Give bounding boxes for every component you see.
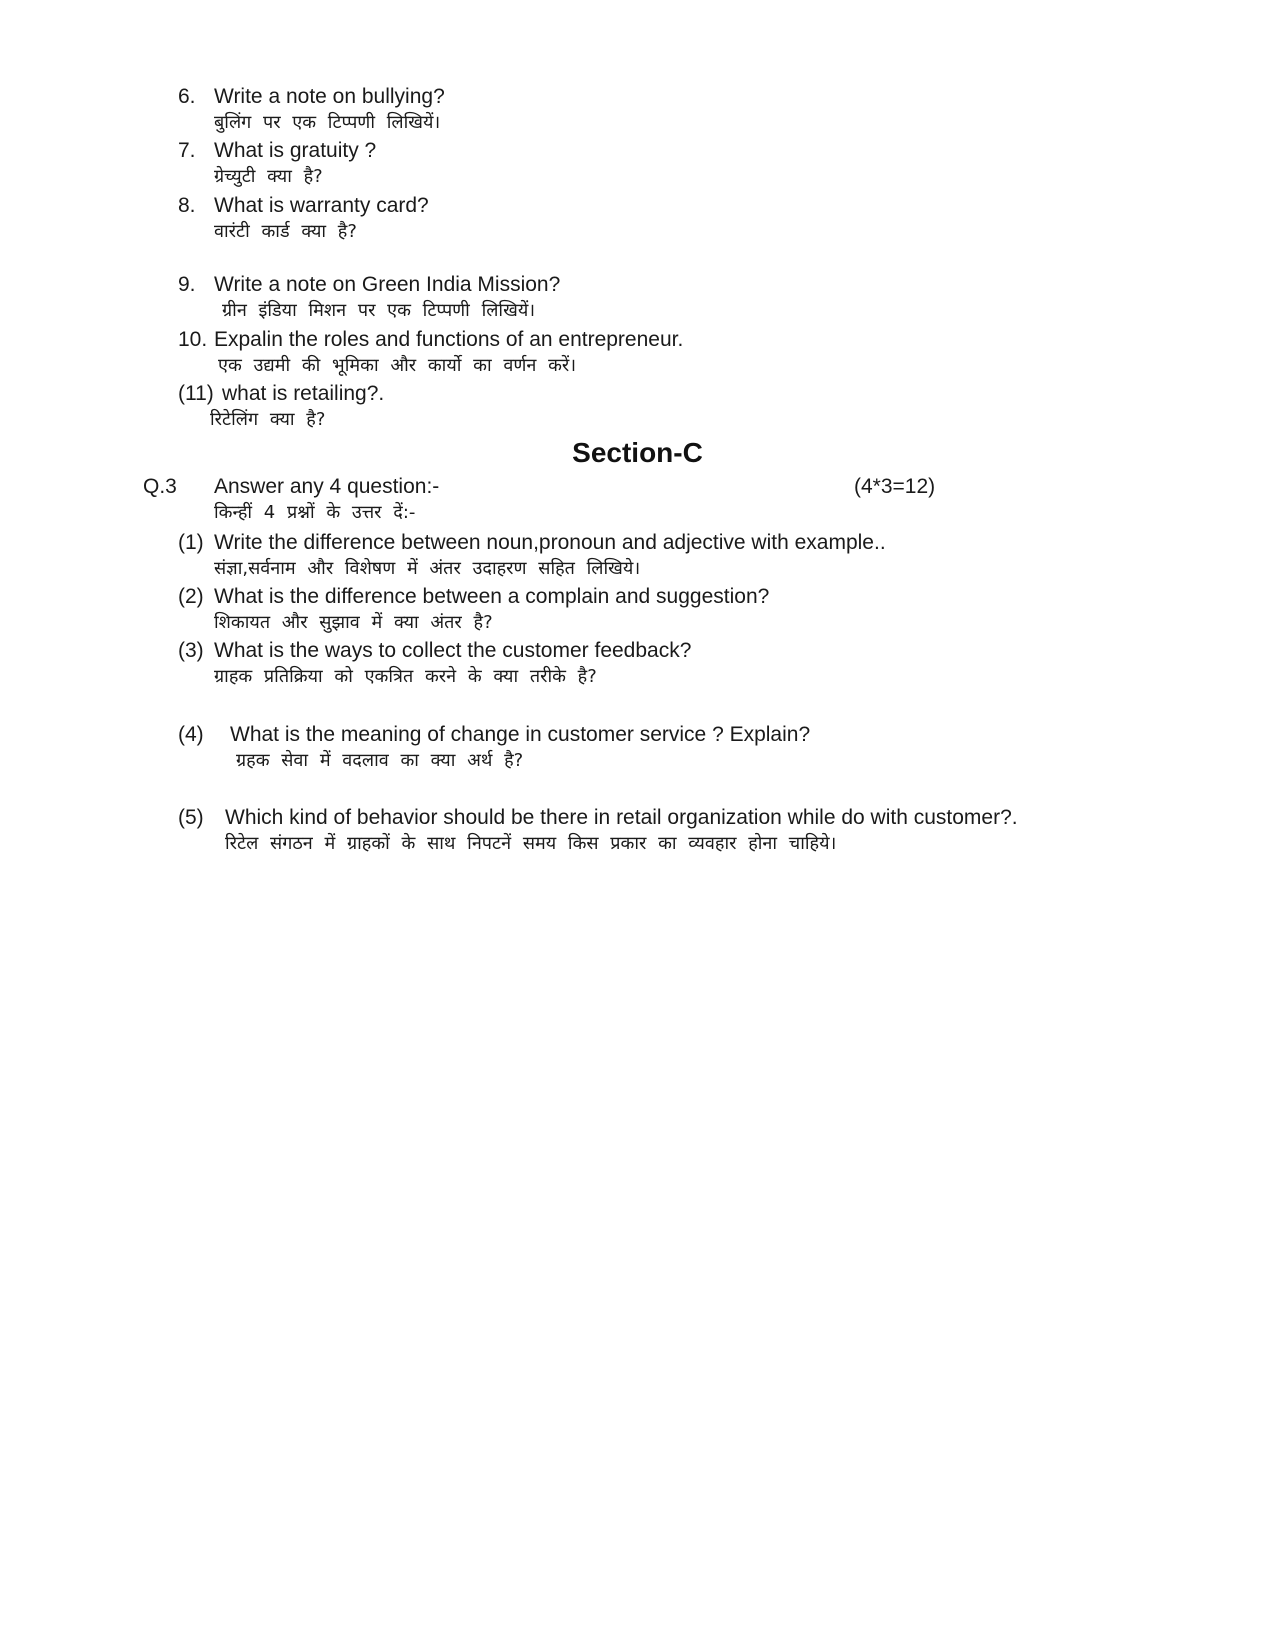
- question-text-en: What is the ways to collect the customer feedback?: [214, 639, 692, 662]
- question-number: (4): [178, 723, 204, 746]
- question-number: 8.: [178, 194, 196, 217]
- question-text-hi: शिकायत और सुझाव में क्या अंतर है?: [214, 612, 493, 633]
- question-number: 10.: [178, 328, 208, 351]
- question-text-hi: ग्राहक प्रतिक्रिया को एकत्रित करने के क्या तरीके है?: [214, 666, 597, 687]
- question-text-en: What is the meaning of change in customer service ? Explain?: [230, 723, 811, 746]
- question-text-en: Write a note on bullying?: [214, 85, 445, 108]
- question-text-hi: संज्ञा,सर्वनाम और विशेषण में अंतर उदाहरण सहित लिखिये।: [214, 558, 641, 579]
- question-text-hi: ग्रेच्युटी क्या है?: [214, 166, 323, 187]
- question-text-en: Expalin the roles and functions of an entrepreneur.: [214, 328, 684, 351]
- question-number: 7.: [178, 139, 196, 162]
- question-text-hi: बुलिंग पर एक टिप्पणी लिखियें।: [214, 112, 441, 133]
- question-number: (2): [178, 585, 204, 608]
- question-text-en: Which kind of behavior should be there in retail organization while do with customer?.: [225, 806, 1018, 829]
- question-text-hi: वारंटी कार्ड क्या है?: [214, 221, 357, 242]
- question-text-en: Write a note on Green India Mission?: [214, 273, 561, 296]
- question-text-hi: ग्रीन इंडिया मिशन पर एक टिप्पणी लिखियें।: [222, 300, 536, 321]
- question-number: 6.: [178, 85, 196, 108]
- question-text-hi: एक उद्यमी की भूमिका और कार्यो का वर्णन करें।: [218, 355, 577, 376]
- question-text-en: what is retailing?.: [222, 382, 385, 405]
- section-title: Section-C: [572, 437, 703, 468]
- question-text-hi: रिटेल संगठन में ग्राहकों के साथ निपटनें समय किस प्रकार का व्यवहार होना चाहिये।: [225, 833, 837, 854]
- question-text-hi: रिटेलिंग क्या है?: [210, 409, 326, 430]
- question-number: (11): [178, 382, 214, 405]
- marks-label: (4*3=12): [854, 475, 936, 498]
- question-number: 9.: [178, 273, 196, 296]
- question-text-hi: ग्रहक सेवा में वदलाव का क्या अर्थ है?: [236, 750, 524, 771]
- instruction-en: Answer any 4 question:-: [214, 475, 440, 498]
- question-number: (1): [178, 531, 204, 554]
- question-number: (3): [178, 639, 204, 662]
- question-text-en: What is the difference between a complain and suggestion?: [214, 585, 770, 608]
- question-label: Q.3: [143, 475, 177, 498]
- question-text-en: What is warranty card?: [214, 194, 429, 217]
- question-text-en: What is gratuity ?: [214, 139, 377, 162]
- question-text-en: Write the difference between noun,pronoun and adjective with example..: [214, 531, 886, 554]
- question-number: (5): [178, 806, 204, 829]
- instruction-hi: किन्हीं 4 प्रश्नों के उत्तर दें:-: [214, 502, 416, 523]
